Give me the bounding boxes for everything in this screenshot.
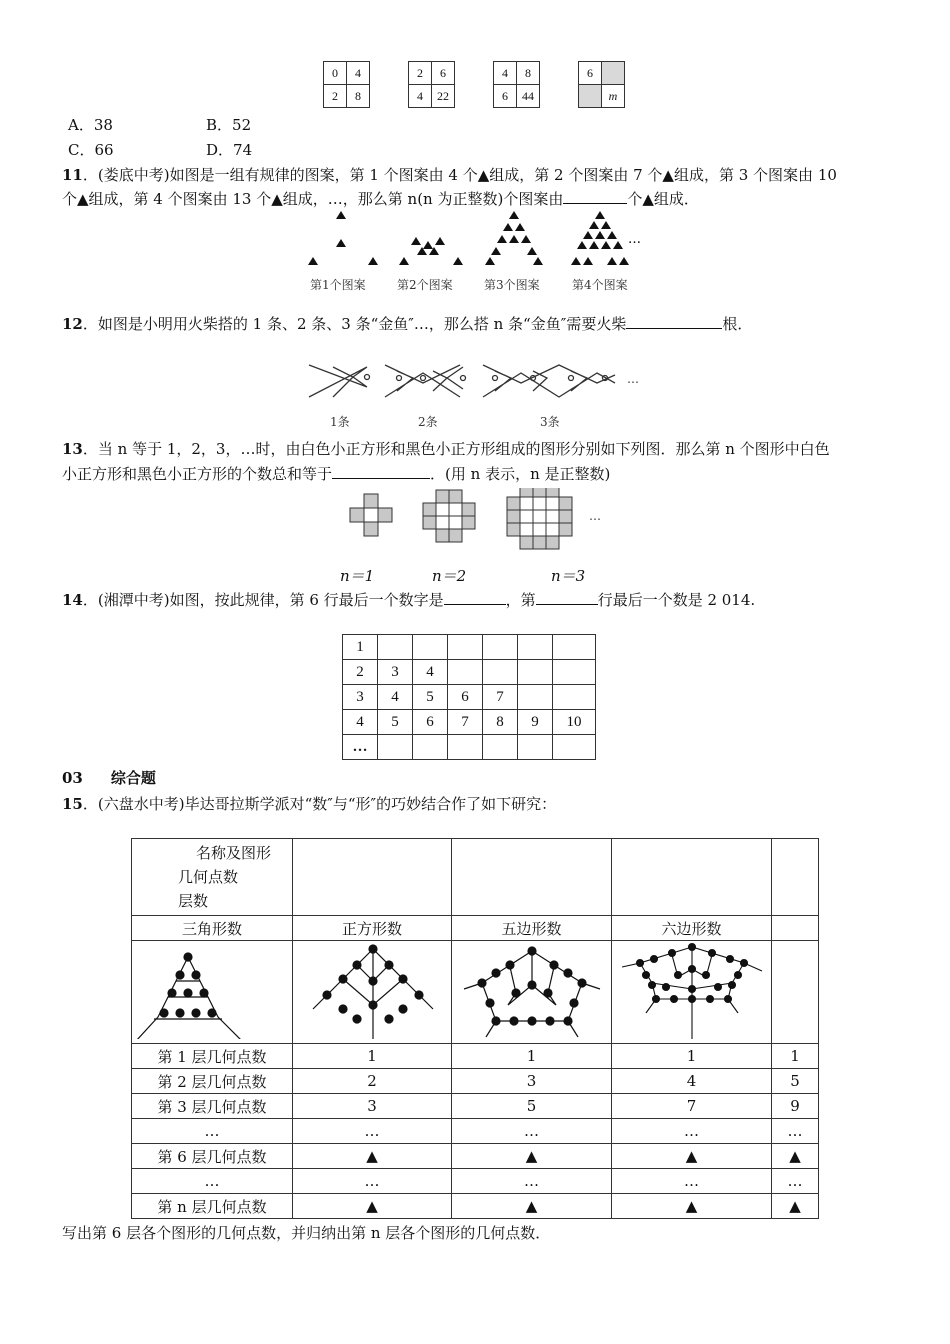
table-cell: [553, 660, 596, 685]
triangle-icon: [571, 257, 581, 265]
triangle-placeholder: ▲: [612, 1194, 772, 1219]
pattern-grid-1: [323, 61, 370, 108]
triangle-icon: [607, 257, 617, 265]
triangle-icon: [577, 241, 587, 249]
triangle-placeholder: ▲: [452, 1194, 612, 1219]
n-caption: n＝3: [551, 567, 586, 585]
table-row: [343, 635, 596, 660]
table-cell: [448, 635, 483, 660]
table-cell: [518, 660, 553, 685]
triangle-placeholder: ▲: [452, 1144, 612, 1169]
question-text: ．如图是小明用火柴搭的 1 条、2 条、3 条“金鱼″…，那么搭 n 条“金鱼″需要火柴: [82, 315, 627, 333]
table-header-row: [132, 839, 819, 916]
table-cell: …: [772, 1169, 819, 1194]
table-cell: …: [612, 1169, 772, 1194]
table-row: [132, 1119, 819, 1144]
triangle-icon: [399, 257, 409, 265]
table-cell: 5: [452, 1094, 612, 1119]
triangle-icon: [491, 247, 501, 255]
grid-cell: 22: [432, 85, 455, 108]
table-cell: 3: [293, 1094, 452, 1119]
triangle-icon: [595, 211, 605, 219]
table-cell: 6: [413, 710, 448, 735]
table-row: [343, 660, 596, 685]
section-number: 03: [62, 769, 83, 787]
table-cell: 2: [343, 660, 378, 685]
pattern-caption: 第4个图案: [572, 278, 628, 292]
question-text: ，第: [505, 591, 536, 609]
matchstick-fish-figure: [305, 355, 645, 405]
option-c[interactable]: C．66: [68, 141, 114, 159]
triangle-icon: [336, 239, 346, 247]
triangle-icon: [453, 257, 463, 265]
table-row: [132, 1044, 819, 1069]
table-row: [132, 1144, 819, 1169]
triangle-icon: [527, 247, 537, 255]
table-cell: 5: [772, 1069, 819, 1094]
triangle-icon: [583, 231, 593, 239]
question-11-line2: [62, 188, 699, 210]
question-text: ．(娄底中考)如图是一组有规律的图案，第 1 个图案由 4 个▲组成，第 2 个图案由 7 个▲组成，第 3 个图案由 10: [82, 166, 837, 184]
triangle-patterns-figure: [300, 208, 660, 268]
grid-cell: 4: [347, 62, 370, 85]
table-cell: 4: [343, 710, 378, 735]
table-cell: 3: [343, 685, 378, 710]
polygon-number-table: [131, 838, 819, 1219]
figures-row: [132, 941, 819, 1044]
table-cell: …: [343, 735, 378, 760]
triangle-icon: [509, 235, 519, 243]
grid-cell: 4: [494, 62, 517, 85]
answer-blank[interactable]: [563, 189, 627, 204]
table-cell: [553, 735, 596, 760]
answer-blank[interactable]: [332, 464, 430, 479]
question-number: 11: [62, 166, 83, 184]
question-text: 个▲组成．: [627, 190, 699, 208]
question-11-line1: [62, 164, 837, 186]
table-row: [132, 1169, 819, 1194]
diagonal-header-cell: [132, 839, 293, 916]
table-cell: [413, 735, 448, 760]
shape-name: 正方形数: [293, 916, 452, 941]
table-cell: 1: [452, 1044, 612, 1069]
square-figure-cell: [293, 941, 452, 1044]
table-cell: …: [612, 1119, 772, 1144]
fish-caption: 1条: [330, 415, 350, 429]
n-caption: n＝2: [432, 567, 467, 585]
grid-cell: 8: [347, 85, 370, 108]
ellipsis: …: [627, 372, 639, 386]
table-cell: [772, 941, 819, 1044]
table-cell: [518, 685, 553, 710]
answer-blank[interactable]: [444, 590, 506, 605]
table-cell: 1: [293, 1044, 452, 1069]
option-b[interactable]: B．52: [206, 116, 252, 134]
triangle-icon: [503, 223, 513, 231]
table-row: [132, 1069, 819, 1094]
row-label: 第 n 层几何点数: [132, 1194, 293, 1219]
table-cell: 7: [612, 1094, 772, 1119]
table-cell: [452, 839, 612, 916]
table-cell: …: [772, 1119, 819, 1144]
answer-blank[interactable]: [536, 590, 598, 605]
question-13-line1: [62, 438, 830, 460]
fish-caption: 2条: [418, 415, 438, 429]
triangle-placeholder: ▲: [772, 1144, 819, 1169]
table-cell: 4: [378, 685, 413, 710]
question-text: ．(六盘水中考)毕达哥拉斯学派对“数″与“形″的巧妙结合作了如下研究：: [82, 795, 557, 813]
table-cell: [483, 660, 518, 685]
option-a[interactable]: A．38: [68, 116, 113, 134]
section-title: 综合题: [110, 769, 156, 787]
pattern-grid-2: [408, 61, 455, 108]
grid-cell: 6: [432, 62, 455, 85]
triangle-icon: [613, 241, 623, 249]
row-label: …: [132, 1119, 293, 1144]
grid-cell: 6: [494, 85, 517, 108]
pentagon-figure-cell: [452, 941, 612, 1044]
triangle-icon: [589, 241, 599, 249]
grid-cell: 44: [517, 85, 540, 108]
table-cell: [772, 839, 819, 916]
question-13-line2: [62, 463, 610, 485]
square-dots-figure: [293, 941, 451, 1039]
table-cell: 9: [518, 710, 553, 735]
table-cell: 5: [413, 685, 448, 710]
table-cell: …: [452, 1169, 612, 1194]
ellipsis: …: [589, 509, 601, 523]
table-cell: 3: [378, 660, 413, 685]
row-label: 第 1 层几何点数: [132, 1044, 293, 1069]
pattern-grid-4: [578, 61, 625, 108]
shape-name: 六边形数: [612, 916, 772, 941]
question-text: ．(用 n 表示，n 是正整数): [430, 465, 611, 483]
answer-blank[interactable]: [626, 314, 722, 329]
triangle-icon: [485, 257, 495, 265]
triangle-icon: [308, 257, 318, 265]
grid-cell: [579, 85, 602, 108]
table-cell: [518, 735, 553, 760]
pattern-n3: [507, 488, 572, 549]
pentagon-dots-figure: [452, 941, 611, 1039]
fish-3: [483, 365, 615, 397]
triangle-icon: [423, 241, 433, 249]
triangle-placeholder: ▲: [293, 1144, 452, 1169]
grid-cell: 4: [409, 85, 432, 108]
table-row: [343, 685, 596, 710]
row-label: 第 3 层几何点数: [132, 1094, 293, 1119]
triangle-icon: [368, 257, 378, 265]
table-cell: 5: [378, 710, 413, 735]
table-cell: [553, 635, 596, 660]
triangle-icon: [601, 221, 611, 229]
triangle-icon: [336, 211, 346, 219]
table-cell: …: [293, 1169, 452, 1194]
header-label: 几何点数: [178, 868, 239, 886]
triangle-icon: [589, 221, 599, 229]
table-cell: 3: [452, 1069, 612, 1094]
triangle-icon: [497, 235, 507, 243]
grid-cell: 0: [324, 62, 347, 85]
table-cell: [772, 916, 819, 941]
table-cell: [448, 735, 483, 760]
section-heading: [62, 767, 156, 788]
question-15-instruction: 写出第 6 层各个图形的几何点数，并归纳出第 n 层各个图形的几何点数．: [62, 1224, 551, 1242]
table-cell: [612, 839, 772, 916]
question-number: 14: [62, 591, 83, 609]
header-label: 层数: [178, 892, 209, 910]
table-cell: [553, 685, 596, 710]
triangle-placeholder: ▲: [612, 1144, 772, 1169]
question-text: ．当 n 等于 1，2，3，…时，由白色小正方形和黑色小正方形组成的图形分别如下列图．那么第 n 个图形中白色: [82, 440, 830, 458]
triangle-icon: [521, 235, 531, 243]
triangle-icon: [533, 257, 543, 265]
option-d[interactable]: D．74: [206, 141, 253, 159]
table-cell: [293, 839, 452, 916]
table-cell: …: [452, 1119, 612, 1144]
table-cell: 7: [448, 710, 483, 735]
triangle-placeholder: ▲: [293, 1194, 452, 1219]
grid-cell: m: [602, 85, 625, 108]
triangle-icon: [619, 257, 629, 265]
table-row: [343, 735, 596, 760]
table-cell: [378, 735, 413, 760]
table-cell: 10: [553, 710, 596, 735]
question-14: [62, 589, 755, 611]
grid-cell: 6: [579, 62, 602, 85]
table-row: [132, 1194, 819, 1219]
n-caption: n＝1: [340, 567, 375, 585]
table-cell: [483, 635, 518, 660]
fish-1: [309, 365, 370, 397]
grid-cell: 2: [409, 62, 432, 85]
table-cell: 2: [293, 1069, 452, 1094]
table-cell: 6: [448, 685, 483, 710]
square-patterns-figure: [345, 488, 625, 558]
table-row: [343, 710, 596, 735]
hexagon-dots-figure: [612, 941, 771, 1039]
pattern-caption: 第2个图案: [397, 278, 453, 292]
triangle-icon: [583, 257, 593, 265]
question-number: 12: [62, 315, 83, 333]
table-cell: 4: [413, 660, 448, 685]
question-text: ．(湘潭中考)如图，按此规律，第 6 行最后一个数字是: [82, 591, 444, 609]
question-number: 13: [62, 440, 83, 458]
table-cell: 8: [483, 710, 518, 735]
fish-caption: 3条: [540, 415, 560, 429]
shape-name: 三角形数: [132, 916, 293, 941]
row-label: 第 6 层几何点数: [132, 1144, 293, 1169]
table-cell: [378, 635, 413, 660]
shape-name: 五边形数: [452, 916, 612, 941]
question-text: 小正方形和黑色小正方形的个数总和等于: [62, 465, 333, 483]
pattern-n1: [350, 494, 392, 536]
triangle-dots-figure: [132, 941, 292, 1039]
triangle-icon: [601, 241, 611, 249]
header-label: 名称及图形: [196, 844, 272, 862]
ellipsis: …: [628, 232, 641, 247]
row-label: …: [132, 1169, 293, 1194]
pattern-caption: 第3个图案: [484, 278, 540, 292]
table-cell: 9: [772, 1094, 819, 1119]
table-cell: 1: [772, 1044, 819, 1069]
table-cell: [448, 660, 483, 685]
question-text: 个▲组成，第 4 个图案由 13 个▲组成，…，那么第 n(n 为正整数)个图案由: [62, 190, 564, 208]
grid-cell: 8: [517, 62, 540, 85]
grid-cell: 2: [324, 85, 347, 108]
question-15: [62, 793, 556, 815]
names-row: [132, 916, 819, 941]
table-cell: [483, 735, 518, 760]
question-text: 根．: [722, 315, 753, 333]
table-cell: 1: [343, 635, 378, 660]
table-cell: 1: [612, 1044, 772, 1069]
table-cell: …: [293, 1119, 452, 1144]
table-cell: [413, 635, 448, 660]
pattern-n2: [423, 490, 475, 542]
triangle-icon: [607, 231, 617, 239]
fish-2: [385, 365, 466, 397]
question-text: 行最后一个数是 2 014.: [597, 591, 756, 609]
table-cell: 7: [483, 685, 518, 710]
triangle-icon: [411, 237, 421, 245]
question-number: 15: [62, 795, 83, 813]
hexagon-figure-cell: [612, 941, 772, 1044]
question-12: [62, 313, 752, 335]
table-cell: [518, 635, 553, 660]
pattern-caption: 第1个图案: [310, 278, 366, 292]
triangle-icon: [509, 211, 519, 219]
triangle-icon: [435, 237, 445, 245]
number-table: [342, 634, 596, 760]
table-row: [132, 1094, 819, 1119]
triangle-icon: [515, 223, 525, 231]
table-cell: 4: [612, 1069, 772, 1094]
triangle-figure-cell: [132, 941, 293, 1044]
triangle-icon: [595, 231, 605, 239]
pattern-grid-3: [493, 61, 540, 108]
triangle-placeholder: ▲: [772, 1194, 819, 1219]
row-label: 第 2 层几何点数: [132, 1069, 293, 1094]
grid-cell: [602, 62, 625, 85]
